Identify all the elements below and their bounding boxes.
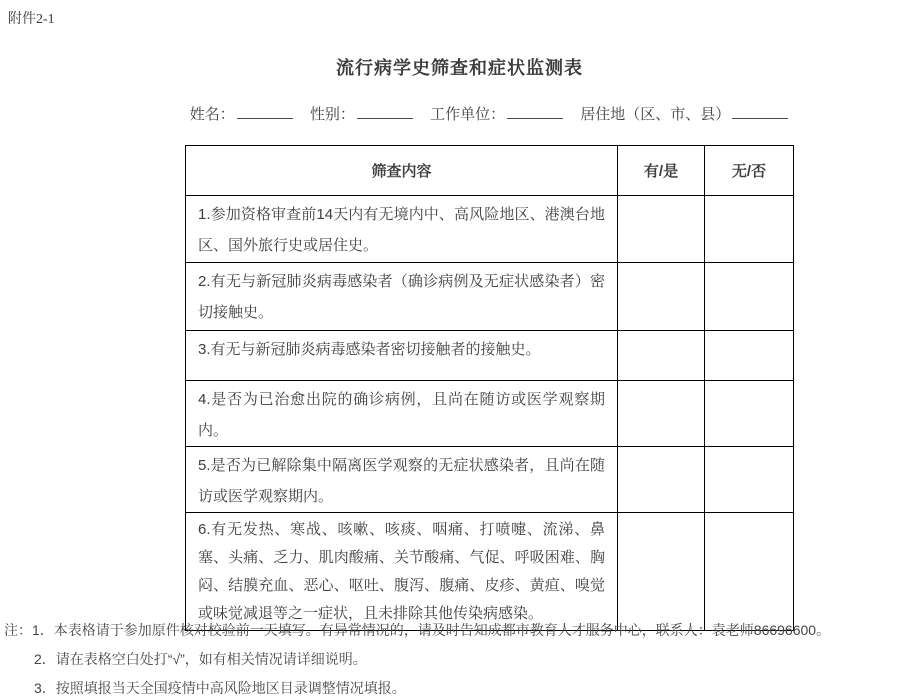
- note-3-text: 3．按照填报当天全国疫情中高风险地区目录调整情况填报。: [34, 680, 406, 696]
- residence-field: [580, 103, 788, 124]
- row-1-yes-cell: [618, 196, 705, 263]
- note-line-3: [4, 674, 916, 698]
- row-4-no-cell: [705, 381, 794, 447]
- table-row: [186, 196, 794, 263]
- table-row: [186, 381, 794, 447]
- gender-label: 性别：: [309, 106, 355, 123]
- table-row: [186, 513, 794, 631]
- row-2-no-cell: [705, 263, 794, 331]
- workunit-label: 工作单位：: [430, 106, 506, 123]
- note-2-text: 2．请在表格空白处打“√”，如有相关情况请详细说明。: [34, 651, 367, 667]
- attachment-label: 附件2-1: [8, 12, 55, 27]
- residence-blank: [732, 104, 788, 119]
- note-1-text: 1．本表格请于参加原件核对校验前一天填写。有异常情况的，请及时告知成都市教育人才服务中心，联系人：袁老师86696600。: [32, 622, 831, 638]
- row-4-content: 4.是否为已治愈出院的确诊病例，且尚在随访或医学观察期内。: [186, 381, 618, 447]
- note-line-1: [4, 616, 916, 645]
- workunit-field: [430, 103, 563, 124]
- header-no: 无/否: [705, 146, 794, 196]
- row-2-yes-cell: [618, 263, 705, 331]
- header-yes: 有/是: [618, 146, 705, 196]
- notes-section: [4, 616, 916, 698]
- info-line: [185, 103, 793, 124]
- workunit-blank: [507, 104, 563, 119]
- name-blank: [237, 104, 293, 119]
- name-label: 姓名：: [189, 106, 235, 123]
- row-5-no-cell: [705, 447, 794, 513]
- page-title: 流行病学史筛查和症状监测表: [336, 58, 583, 78]
- table-row: [186, 263, 794, 331]
- table-row: [186, 447, 794, 513]
- notes-prefix: 注：: [4, 622, 32, 638]
- row-3-yes-cell: [618, 331, 705, 381]
- table-row: [186, 331, 794, 381]
- row-6-content: 6.有无发热、寒战、咳嗽、咳痰、咽痛、打喷嚏、流涕、鼻塞、头痛、乏力、肌肉酸痛、关节酸痛、气促、呼吸困难、胸闷、结膜充血、恶心、呕吐、腹泻、腹痛、皮疹、黄疸、嗅觉或味觉减退等之一症状，且未排除其他传染病感染。: [186, 513, 618, 631]
- row-6-yes-cell: [618, 513, 705, 631]
- row-3-content: 3.有无与新冠肺炎病毒感染者密切接触者的接触史。: [186, 331, 618, 381]
- row-3-no-cell: [705, 331, 794, 381]
- gender-blank: [357, 104, 413, 119]
- residence-label: 居住地（区、市、县）: [580, 106, 731, 123]
- header-screening-content: 筛查内容: [186, 146, 618, 196]
- screening-table: [185, 145, 794, 631]
- note-line-2: [4, 645, 916, 674]
- row-1-no-cell: [705, 196, 794, 263]
- row-6-no-cell: [705, 513, 794, 631]
- row-5-yes-cell: [618, 447, 705, 513]
- row-4-yes-cell: [618, 381, 705, 447]
- row-1-content: 1.参加资格审查前14天内有无境内中、高风险地区、港澳台地区、国外旅行史或居住史。: [186, 196, 618, 263]
- row-2-content: 2.有无与新冠肺炎病毒感染者（确诊病例及无症状感染者）密切接触史。: [186, 263, 618, 331]
- gender-field: [310, 103, 413, 124]
- name-field: [190, 103, 293, 124]
- row-5-content: 5.是否为已解除集中隔离医学观察的无症状感染者，且尚在随访或医学观察期内。: [186, 447, 618, 513]
- table-header-row: [186, 146, 794, 196]
